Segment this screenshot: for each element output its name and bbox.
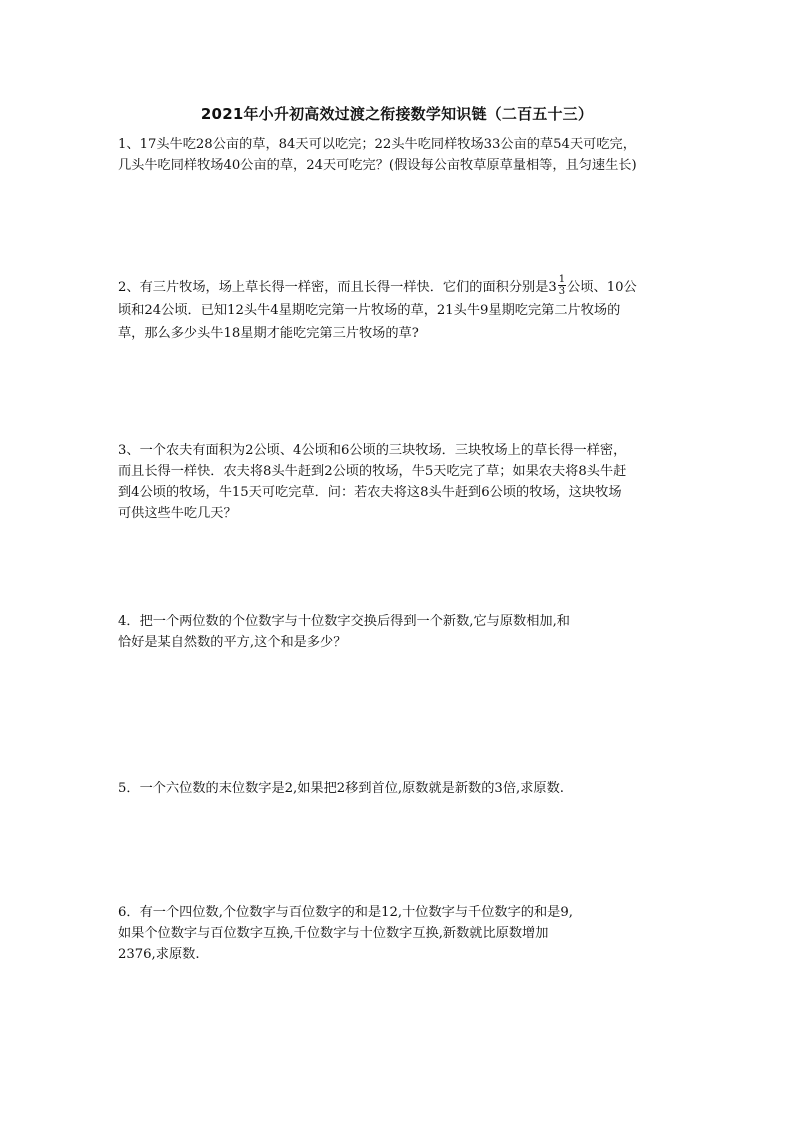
problem-5-line-1: 5．一个六位数的末位数字是2,如果把2移到首位,原数就是新数的3倍,求原数. <box>118 781 564 796</box>
fraction-denominator: 3 <box>558 286 566 297</box>
problem-2-line-3: 草，那么多少头牛18星期才能吃完第三片牧场的草? <box>118 326 419 341</box>
problem-6 <box>118 902 684 965</box>
problem-1-line-1: 1、17头牛吃28公亩的草，84天可以吃完；22头牛吃同样牧场33公亩的草54天可吃完， <box>118 137 636 152</box>
problem-2-line-2: 顷和24公顷．已知12头牛4星期吃完第一片牧场的草，21头牛9星期吃完第二片牧场的 <box>118 303 621 318</box>
problem-3-line-2: 而且长得一样快．农夫将8头牛赶到2公顷的牧场，牛5天吃完了草；如果农夫将8头牛赶 <box>118 464 627 479</box>
problem-5 <box>118 778 684 799</box>
problem-2-line-1 <box>118 276 684 299</box>
problem-4-line-2: 恰好是某自然数的平方,这个和是多少？ <box>118 635 347 650</box>
problem-2 <box>118 276 684 345</box>
problem-1-line-2: 几头牛吃同样牧场40公亩的草，24天可吃完？(假设每公亩牧草原草量相等，且匀速生长) <box>118 158 637 173</box>
problem-1 <box>118 134 684 176</box>
problem-3-line-4: 可供这些牛吃几天？ <box>118 506 237 521</box>
problem-3-line-1: 3、一个农夫有面积为2公顷、4公顷和6公顷的三块牧场．三块牧场上的草长得一样密， <box>118 443 627 458</box>
fraction-one-third <box>558 274 566 297</box>
problem-4-line-1: 4．把一个两位数的个位数字与十位数字交换后得到一个新数,它与原数相加,和 <box>118 614 570 629</box>
problem-6-line-3: 2376,求原数. <box>118 947 200 962</box>
problem-3 <box>118 440 684 524</box>
fraction-numerator: 1 <box>558 274 566 285</box>
page-title: 2021年小升初高效过渡之衔接数学知识链（二百五十三） <box>200 105 594 123</box>
problem-4 <box>118 611 684 653</box>
problem-2-line-1-text: 2、有三片牧场，场上草长得一样密，而且长得一样快．它们的面积分别是3 <box>118 280 557 295</box>
problem-3-line-3: 到4公顷的牧场，牛15天可吃完草．问：若农夫将这8头牛赶到6公顷的牧场，这块牧场 <box>118 485 622 500</box>
problem-6-line-1: 6．有一个四位数,个位数字与百位数字的和是12,十位数字与千位数字的和是9, <box>118 905 573 920</box>
problem-2-line-1-tail: 公顷、10公 <box>567 280 637 295</box>
problem-6-line-2: 如果个位数字与百位数字互换,千位数字与十位数字互换,新数就比原数增加 <box>118 926 549 941</box>
